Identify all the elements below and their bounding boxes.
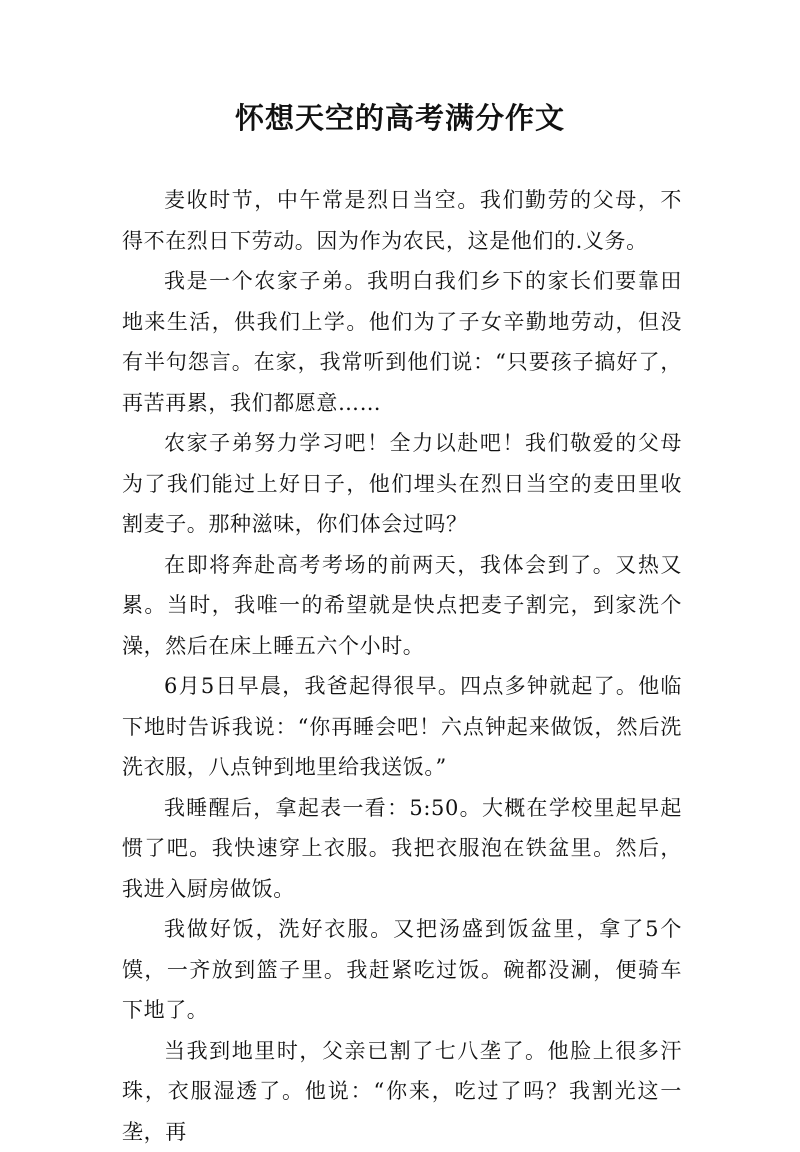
document-body [122,180,682,1152]
paragraph: 我是一个农家子弟。我明白我们乡下的家长们要靠田地来生活，供我们上学。他们为了子女辛勤地劳动，但没有半句怨言。在家，我常听到他们说：“只要孩子搞好了，再苦再累，我们都愿意…… [122,261,682,423]
paragraph: 6月5日早晨，我爸起得很早。四点多钟就起了。他临下地时告诉我说：“你再睡会吧！六点钟起来做饭，然后洗洗衣服，八点钟到地里给我送饭。” [122,666,682,788]
paragraph: 在即将奔赴高考考场的前两天，我体会到了。又热又累。当时，我唯一的希望就是快点把麦子割完，到家洗个澡，然后在床上睡五六个小时。 [122,545,682,667]
paragraph: 农家子弟努力学习吧！全力以赴吧！我们敬爱的父母为了我们能过上好日子，他们埋头在烈日当空的麦田里收割麦子。那种滋味，你们体会过吗？ [122,423,682,545]
document-title: 怀想天空的高考满分作文 [0,96,800,140]
paragraph: 我睡醒后，拿起表一看：5:50。大概在学校里起早起惯了吧。我快速穿上衣服。我把衣服泡在铁盆里。然后，我进入厨房做饭。 [122,788,682,910]
paragraph: 麦收时节，中午常是烈日当空。我们勤劳的父母，不得不在烈日下劳动。因为作为农民，这是他们的.义务。 [122,180,682,261]
paragraph: 当我到地里时，父亲已割了七八垄了。他脸上很多汗珠，衣服湿透了。他说：“你来，吃过了吗？我割光这一垄，再 [122,1031,682,1152]
paragraph: 我做好饭，洗好衣服。又把汤盛到饭盆里，拿了5个馍，一齐放到篮子里。我赶紧吃过饭。碗都没涮，便骑车下地了。 [122,909,682,1031]
